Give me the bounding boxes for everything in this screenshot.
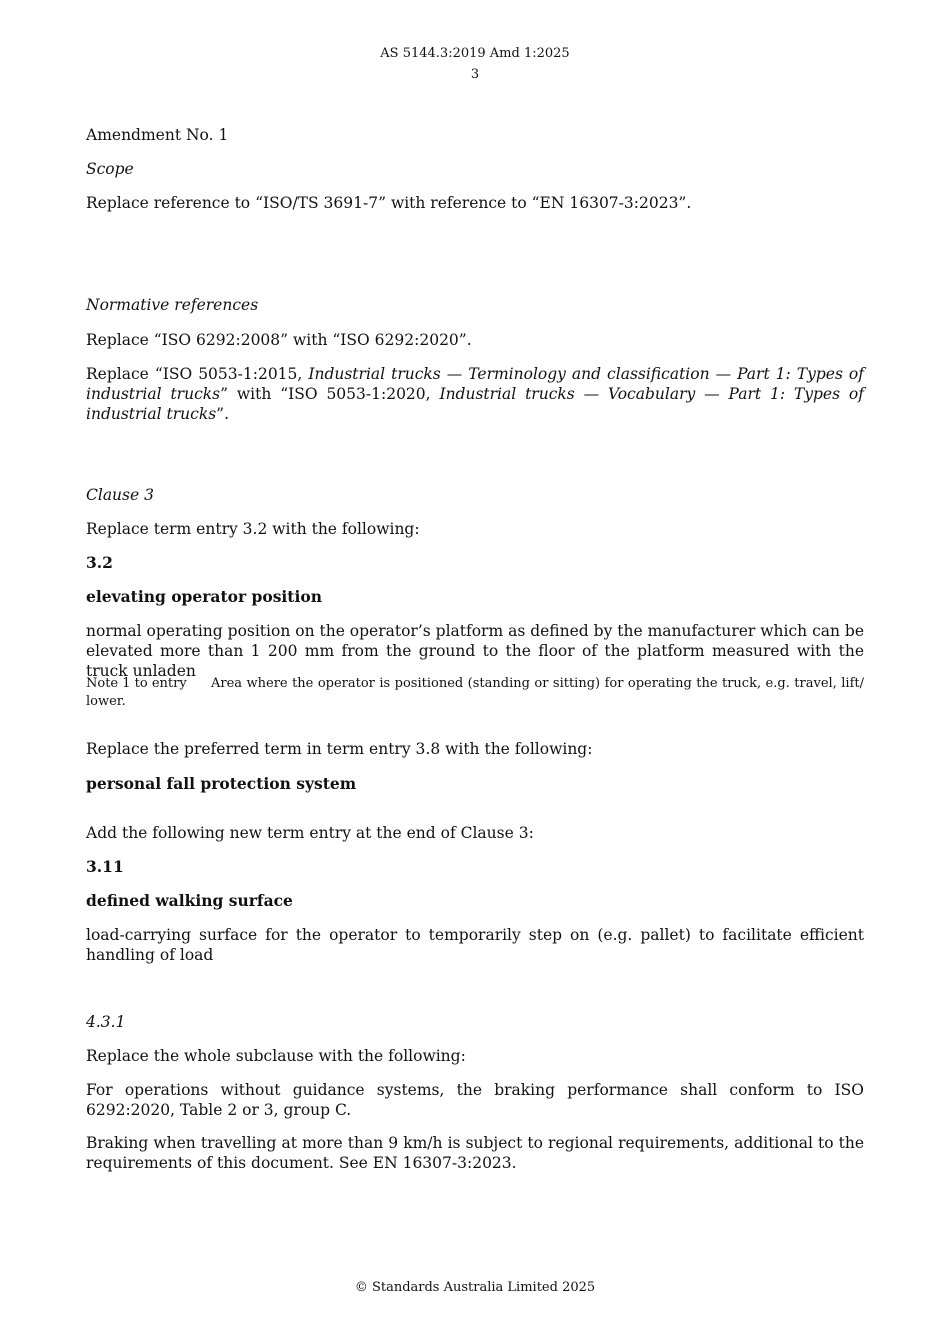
subclause-4-3-1-instruction: Replace the whole subclause with the following: [86, 1047, 466, 1065]
subclause-4-3-1-paragraph-1: For operations without guidance systems, the braking performance shall conform to ISO 6292:2020, Table 2 or 3, group C. [86, 1081, 864, 1119]
clause3-instruction-2: Replace the preferred term in term entry 3.8 with the following: [86, 740, 593, 758]
term-3-2-name: elevating operator position [86, 587, 322, 606]
normative-line-1: Replace “ISO 6292:2008” with “ISO 6292:2020”. [86, 331, 472, 349]
normative-line-2-part-2: ” with “ISO 5053-1:2020, [220, 385, 440, 403]
page-header [0, 43, 950, 85]
normative-line-2-title-2: Industrial trucks — Vocabulary — Part 1: Types of industrial trucks [86, 385, 864, 423]
page-number: 3 [470, 67, 480, 82]
scope-text: Replace reference to “ISO/TS 3691-7” with reference to “EN 16307-3:2023”. [86, 194, 692, 212]
clause3-instruction-1: Replace term entry 3.2 with the following: [86, 520, 420, 538]
term-3-11-number: 3.11 [86, 857, 124, 876]
clause3-instruction-3: Add the following new term entry at the end of Clause 3: [86, 824, 534, 842]
normative-line-2-part-3: ”. [216, 405, 230, 423]
normative-heading: Normative references [86, 296, 259, 314]
note-text: Area where the operator is positioned (standing or sitting) for operating the truck, e.g. travel, lift/ lower. [86, 676, 864, 709]
scope-heading: Scope [86, 160, 134, 178]
copyright-footer: © Standards Australia Limited 2025 [354, 1280, 596, 1295]
term-3-11-definition: load-carrying surface for the operator to temporarily step on (e.g. pallet) to facilitate efficient handling of load [86, 926, 864, 964]
note-to-entry [86, 675, 864, 711]
normative-line-2-title-1: Industrial trucks — Terminology and classification — Part 1: Types of industrial trucks [86, 365, 864, 403]
amendment-title: Amendment No. 1 [86, 126, 229, 144]
term-3-2-definition: normal operating position on the operator’s platform as defined by the manufacturer which can be elevated more than 1 200 mm from the ground to the floor of the platform measured with the truck unladen [86, 622, 864, 680]
term-3-8-name: personal fall protection system [86, 774, 357, 793]
subclause-4-3-1-paragraph-2: Braking when travelling at more than 9 km/h is subject to regional requirements, additional to the requirements of this document. See EN 16307-3:2023. [86, 1134, 864, 1172]
note-label: Note 1 to entry [86, 676, 187, 691]
term-3-2-number: 3.2 [86, 553, 113, 572]
term-3-11-name: defined walking surface [86, 891, 293, 910]
subclause-4-3-1-heading: 4.3.1 [86, 1013, 126, 1031]
clause3-heading: Clause 3 [86, 486, 154, 504]
normative-line-2 [86, 364, 864, 424]
document-id: AS 5144.3:2019 Amd 1:2025 [380, 46, 570, 61]
normative-line-2-part-1: Replace “ISO 5053-1:2015, [86, 365, 309, 383]
